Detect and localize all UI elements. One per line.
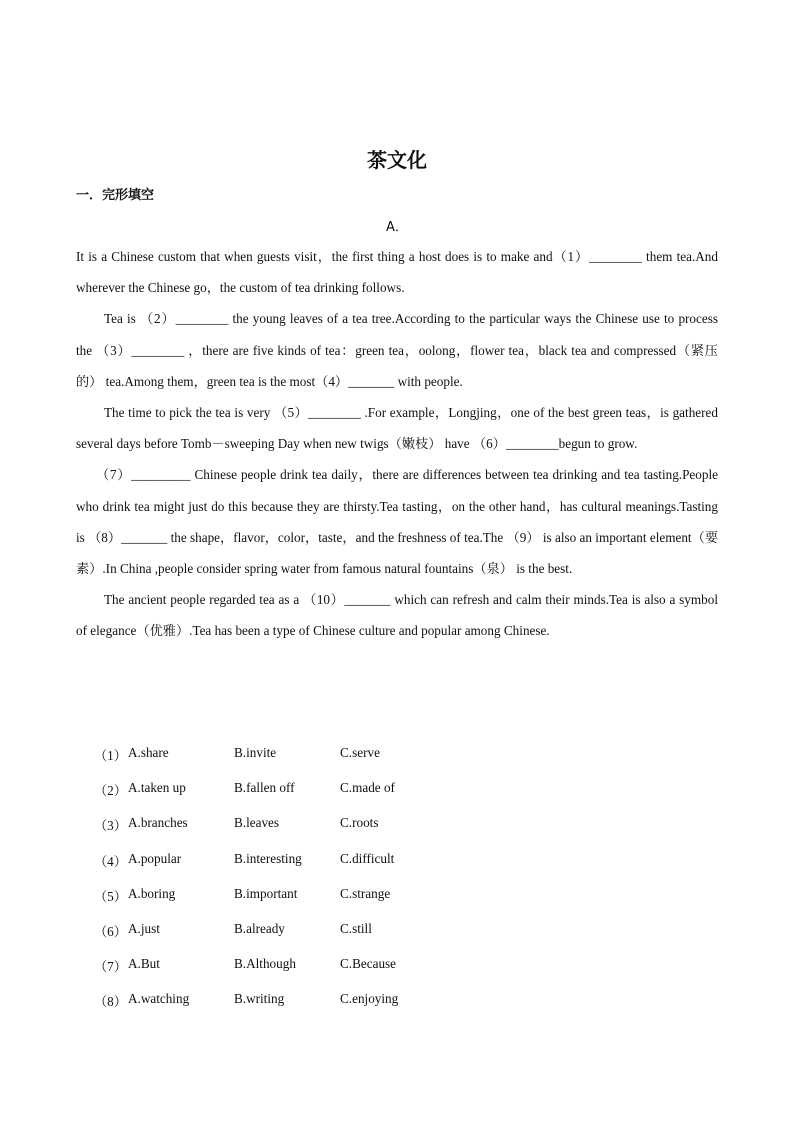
option-b: B.fallen off — [234, 780, 295, 796]
passage-label: A． — [386, 220, 408, 235]
option-a: A.popular — [128, 850, 182, 866]
option-a: A.But — [128, 956, 160, 972]
paragraph-1: It is a Chinese custom that when guests visit，the first thing a host does is to make and（1）________ them tea.And wherever the Chinese go，the custom of tea drinking follows. — [76, 249, 718, 296]
paragraph-3: The time to pick the tea is very （5）________ .For example，Longjing，one of the best green teas，is gathered several days before Tomb－sweeping Day when new twigs（嫩枝） have （6）________begun to grow. — [76, 405, 718, 452]
option-b: B.invite — [234, 745, 277, 760]
option-number: （5） — [94, 888, 127, 904]
option-row — [94, 780, 460, 815]
option-b: B.writing — [234, 991, 285, 1007]
option-number: （4） — [94, 853, 127, 869]
option-c: C.enjoying — [340, 991, 399, 1007]
option-a: A.share — [128, 745, 169, 760]
option-a: A.just — [128, 920, 160, 936]
option-c: C.serve — [340, 745, 380, 760]
option-c: C.made of — [340, 780, 395, 796]
option-a: A.boring — [128, 885, 176, 901]
option-b: B.interesting — [234, 850, 302, 866]
option-c: C.Because — [340, 956, 397, 972]
option-row — [94, 991, 460, 1026]
option-c: C.difficult — [340, 850, 395, 866]
option-number: （7） — [94, 959, 127, 975]
option-b: B.leaves — [234, 815, 280, 831]
option-b: B.Although — [234, 956, 296, 972]
option-number: （2） — [94, 783, 127, 799]
option-c: C.strange — [340, 885, 391, 901]
option-number: （3） — [94, 818, 127, 834]
option-row — [94, 921, 460, 956]
option-c: C.roots — [340, 815, 379, 831]
paragraph-5: The ancient people regarded tea as a （10）_______ which can refresh and calm their minds.Tea is also a symbol of elegance（优雅）.Tea has been a type of Chinese culture and popular among Chinese. — [76, 592, 718, 639]
option-c: C.still — [340, 920, 372, 936]
paragraph-4: （7）_________ Chinese people drink tea daily，there are differences between tea drinking and tea tasting.People who drink tea might just do this because they are thirsty.Tea tasting，on the other hand，has cultural meanings.Tasting is （8）_______ the shape，flavor，color，taste，and the freshness of tea.The （9） is also an important element（要素）.In China ,people consider spring water from famous natural fountains（泉） is the best. — [76, 467, 718, 577]
option-row — [94, 851, 460, 886]
paragraph-2: Tea is （2）________ the young leaves of a tea tree.According to the particular ways the Chinese use to process the （3）________ ，there are five kinds of tea：green tea，oolong，flower tea，black tea and compressed（紧压的） tea.Among them，green tea is the most（4）_______ with people. — [76, 311, 718, 389]
option-row — [94, 956, 460, 991]
document-title: 茶文化 — [367, 148, 427, 172]
option-row — [94, 745, 460, 780]
option-b: B.important — [234, 885, 298, 901]
option-number: （1） — [94, 748, 127, 763]
option-number: （8） — [94, 994, 127, 1010]
option-row — [94, 886, 460, 921]
answer-options — [94, 745, 460, 1027]
option-a: A.watching — [128, 991, 190, 1007]
cloze-passage — [76, 241, 718, 647]
section-heading: 一．完形填空 — [76, 188, 155, 203]
option-a: A.taken up — [128, 780, 186, 796]
option-number: （6） — [94, 923, 127, 939]
option-a: A.branches — [128, 815, 188, 831]
option-b: B.already — [234, 920, 285, 936]
option-row — [94, 815, 460, 850]
